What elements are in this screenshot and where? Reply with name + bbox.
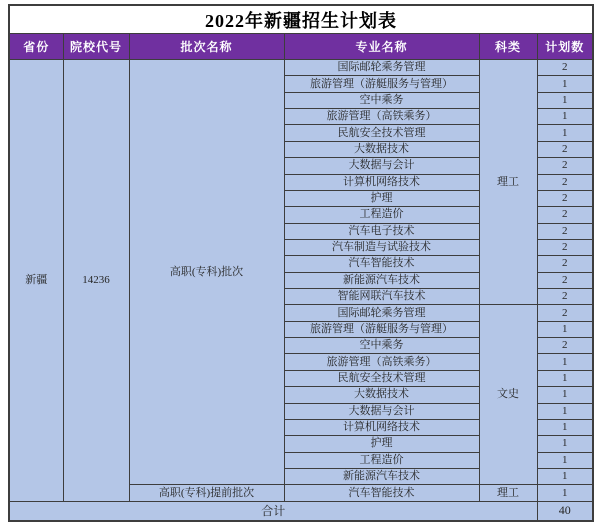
table-body: [9, 60, 593, 521]
major-name-cell: 国际邮轮乘务管理: [284, 60, 479, 76]
plan-count-cell: 1: [537, 387, 593, 403]
major-name-cell: 国际邮轮乘务管理: [284, 305, 479, 321]
major-name-cell: 大数据技术: [284, 387, 479, 403]
major-name-cell: 工程造价: [284, 207, 479, 223]
subject-category-cell: 理工: [479, 485, 537, 501]
major-name-cell: 空中乘务: [284, 338, 479, 354]
major-name-cell: 计算机网络技术: [284, 174, 479, 190]
major-name-cell: 空中乘务: [284, 92, 479, 108]
major-name-cell: 汽车智能技术: [284, 256, 479, 272]
plan-count-cell: 2: [537, 289, 593, 305]
column-header-school-code: 院校代号: [63, 34, 129, 60]
major-name-cell: 护理: [284, 190, 479, 206]
batch-name-cell: 高职(专科)提前批次: [129, 485, 284, 501]
major-name-cell: 工程造价: [284, 452, 479, 468]
plan-count-cell: 2: [537, 256, 593, 272]
major-name-cell: 民航安全技术管理: [284, 125, 479, 141]
major-name-cell: 旅游管理（游艇服务与管理）: [284, 321, 479, 337]
plan-count-cell: 1: [537, 370, 593, 386]
major-name-cell: 大数据技术: [284, 141, 479, 157]
plan-count-cell: 2: [537, 141, 593, 157]
batch-name-cell: 高职(专科)批次: [129, 60, 284, 485]
plan-count-cell: 2: [537, 174, 593, 190]
major-name-cell: 民航安全技术管理: [284, 370, 479, 386]
plan-count-cell: 1: [537, 125, 593, 141]
plan-count-cell: 1: [537, 92, 593, 108]
major-name-cell: 智能网联汽车技术: [284, 289, 479, 305]
plan-count-cell: 1: [537, 109, 593, 125]
plan-count-cell: 2: [537, 239, 593, 255]
major-name-cell: 新能源汽车技术: [284, 468, 479, 484]
plan-count-cell: 2: [537, 60, 593, 76]
enrollment-plan-table-container: [8, 4, 592, 522]
title-row: [9, 5, 593, 34]
major-name-cell: 汽车智能技术: [284, 485, 479, 501]
major-name-cell: 汽车制造与试验技术: [284, 239, 479, 255]
major-name-cell: 旅游管理（游艇服务与管理）: [284, 76, 479, 92]
major-name-cell: 护理: [284, 436, 479, 452]
major-name-cell: 旅游管理（高铁乘务）: [284, 109, 479, 125]
subject-category-cell: 文史: [479, 305, 537, 485]
plan-count-cell: 2: [537, 305, 593, 321]
major-name-cell: 大数据与会计: [284, 158, 479, 174]
plan-count-cell: 1: [537, 436, 593, 452]
table-row: [9, 60, 593, 76]
column-header-subject-category: 科类: [479, 34, 537, 60]
column-header-batch-name: 批次名称: [129, 34, 284, 60]
province-cell: 新疆: [9, 60, 63, 502]
total-value-cell: 40: [537, 501, 593, 521]
major-name-cell: 大数据与会计: [284, 403, 479, 419]
column-header-province: 省份: [9, 34, 63, 60]
plan-count-cell: 1: [537, 485, 593, 501]
plan-count-cell: 2: [537, 158, 593, 174]
column-header-major-name: 专业名称: [284, 34, 479, 60]
page-title: 2022年新疆招生计划表: [9, 5, 593, 34]
plan-count-cell: 1: [537, 403, 593, 419]
plan-count-cell: 2: [537, 207, 593, 223]
plan-count-cell: 1: [537, 354, 593, 370]
plan-count-cell: 1: [537, 419, 593, 435]
major-name-cell: 汽车电子技术: [284, 223, 479, 239]
column-header-row: [9, 34, 593, 60]
plan-count-cell: 2: [537, 338, 593, 354]
subject-category-cell: 理工: [479, 60, 537, 305]
major-name-cell: 旅游管理（高铁乘务）: [284, 354, 479, 370]
plan-count-cell: 2: [537, 272, 593, 288]
major-name-cell: 计算机网络技术: [284, 419, 479, 435]
plan-count-cell: 1: [537, 452, 593, 468]
column-header-plan-count: 计划数: [537, 34, 593, 60]
plan-count-cell: 1: [537, 76, 593, 92]
total-label-cell: 合计: [9, 501, 537, 521]
enrollment-plan-table: [8, 4, 594, 522]
plan-count-cell: 1: [537, 468, 593, 484]
plan-count-cell: 1: [537, 321, 593, 337]
major-name-cell: 新能源汽车技术: [284, 272, 479, 288]
total-row: [9, 501, 593, 521]
plan-count-cell: 2: [537, 190, 593, 206]
plan-count-cell: 2: [537, 223, 593, 239]
school-code-cell: 14236: [63, 60, 129, 502]
